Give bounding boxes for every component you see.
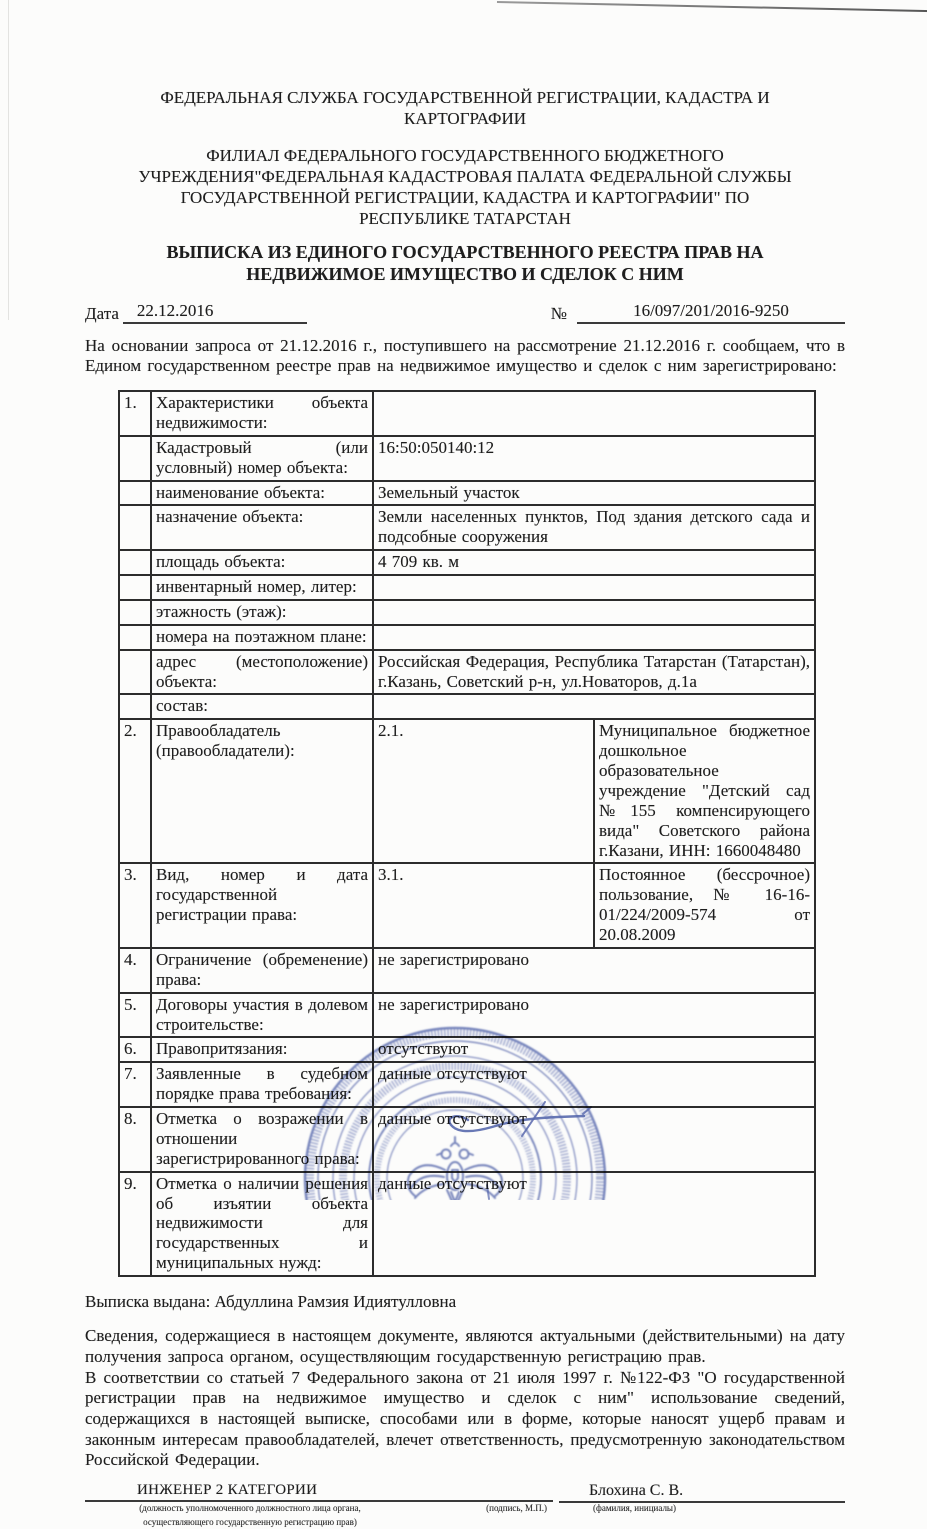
date-number-row (85, 301, 845, 324)
number-value: 16/097/201/2016-9250 (577, 301, 845, 324)
issuing-authority: ФЕДЕРАЛЬНАЯ СЛУЖБА ГОСУДАРСТВЕННОЙ РЕГИСТРАЦИИ, КАДАСТРА И КАРТОГРАФИИ (160, 88, 770, 128)
date-label: Дата (85, 303, 119, 323)
registry-table (118, 390, 816, 1277)
table-row: Кадастровый (или условный) номер объекта: 16:50:050140:12 (119, 436, 815, 481)
table-row: 6. Правопритязания: отсутствуют (119, 1037, 815, 1062)
scan-artifact-line (497, 1, 927, 12)
table-row: 4. Ограничение (обременение) права: не зарегистрировано (119, 948, 815, 993)
table-row: 2. Правообладатель (правообладатели): 2.1. Муниципальное бюджетное дошкольное образовательное учреждение "Детский сад №155 компенсирующего вида" Советского района г.Казани, ИНН: 1660048480 (119, 719, 815, 863)
table-row: 3. Вид, номер и дата государственной регистрации права: 3.1. Постоянное (бессрочное) пользование, № 16-16-01/224/2009-574 от 20.08.2009 (119, 863, 815, 948)
table-row: назначение объекта: Земли населенных пунктов, Под здания детского сада и подсобные сооружения (119, 505, 815, 550)
table-row: состав: (119, 694, 815, 719)
intro-paragraph: На основании запроса от 21.12.2016 г., поступившего на рассмотрение 21.12.2016 г. сообщаем, что в Едином государственном реестре прав на недвижимое имущество и сделок с ним зарегистрировано: (85, 335, 845, 376)
position-caption-line1: (должность уполномоченного должностного лица органа, (139, 1503, 361, 1514)
signer-name: Блохина С. В. (559, 1482, 845, 1503)
scan-artifact-edge (8, 0, 9, 320)
signature-captions (85, 1502, 553, 1529)
validity-note: Сведения, содержащиеся в настоящем документе, являются актуальными (действительными) на дату получения запроса органом, осуществляющим государственную регистрацию прав. (85, 1326, 845, 1366)
registry-table-body (119, 391, 815, 1276)
sign-mp-caption: (подпись, М.П.) (486, 1503, 547, 1514)
issuing-branch: ФИЛИАЛ ФЕДЕРАЛЬНОГО ГОСУДАРСТВЕННОГО БЮДЖЕТНОГО УЧРЕЖДЕНИЯ"ФЕДЕРАЛЬНАЯ КАДАСТРОВАЯ ПАЛАТА ФЕДЕРАЛЬНОЙ СЛУЖБЫ ГОСУДАРСТВЕННОЙ РЕГИСТРАЦИИ, КАДАСТРА И КАРТОГРАФИИ" ПО РЕСПУБЛИКЕ ТАТАРСТАН (138, 146, 792, 228)
signature-position-block (85, 1482, 553, 1529)
table-row: наименование объекта: Земельный участок (119, 481, 815, 506)
table-row: 7. Заявленные в судебном порядке права требования: данные отсутствуют (119, 1062, 815, 1107)
name-caption: (фамилия, инициалы) (593, 1503, 676, 1514)
table-row: этажность (этаж): (119, 600, 815, 625)
date-value: 22.12.2016 (123, 301, 307, 324)
signature-block (85, 1482, 845, 1529)
table-row: площадь объекта: 4 709 кв. м (119, 550, 815, 575)
issued-to-line: Выписка выдана: Абдуллина Рамзия Идиятулловна (85, 1292, 457, 1312)
signature-name-block (559, 1482, 845, 1529)
table-row: номера на поэтажном плане: (119, 625, 815, 650)
signer-position: ИНЖЕНЕР 2 КАТЕГОРИИ (85, 1482, 553, 1502)
table-row: инвентарный номер, литер: (119, 575, 815, 600)
document-title: ВЫПИСКА ИЗ ЕДИНОГО ГОСУДАРСТВЕННОГО РЕЕСТРА ПРАВ НА НЕДВИЖИМОЕ ИМУЩЕСТВО И СДЕЛОК С НИМ (166, 242, 764, 284)
table-row: 9. Отметка о наличии решения об изъятии объекта недвижимости для государственных и муниципальных нужд: данные отсутствуют (119, 1172, 815, 1276)
number-label: № (550, 303, 567, 323)
table-row: 1. Характеристики объекта недвижимости: (119, 391, 815, 436)
position-caption (85, 1502, 415, 1529)
table-row: 8. Отметка о возражении в отношении зарегистрированного права: данные отсутствуют (119, 1107, 815, 1172)
position-caption-line2: осуществляющего государственную регистрацию прав) (143, 1516, 357, 1527)
law-note: В соответствии со статьей 7 Федерального закона от 21 июля 1997 г. №122-ФЗ "О государственной регистрации прав на недвижимое имущество и сделок с ним" использование сведений, содержащихся в настоящей выписке, способами или в форме, которые наносят ущерб правам и законным интересам правообладателей, влечет ответственность, предусмотренную законодательством Российской Федерации. (85, 1367, 845, 1470)
table-row: 5. Договоры участия в долевом строительстве: не зарегистрировано (119, 993, 815, 1038)
table-row: адрес (местоположение) объекта: Российская Федерация, Республика Татарстан (Татарстан), г.Казань, Советский р-н, ул.Новаторов, д.1а (119, 650, 815, 695)
